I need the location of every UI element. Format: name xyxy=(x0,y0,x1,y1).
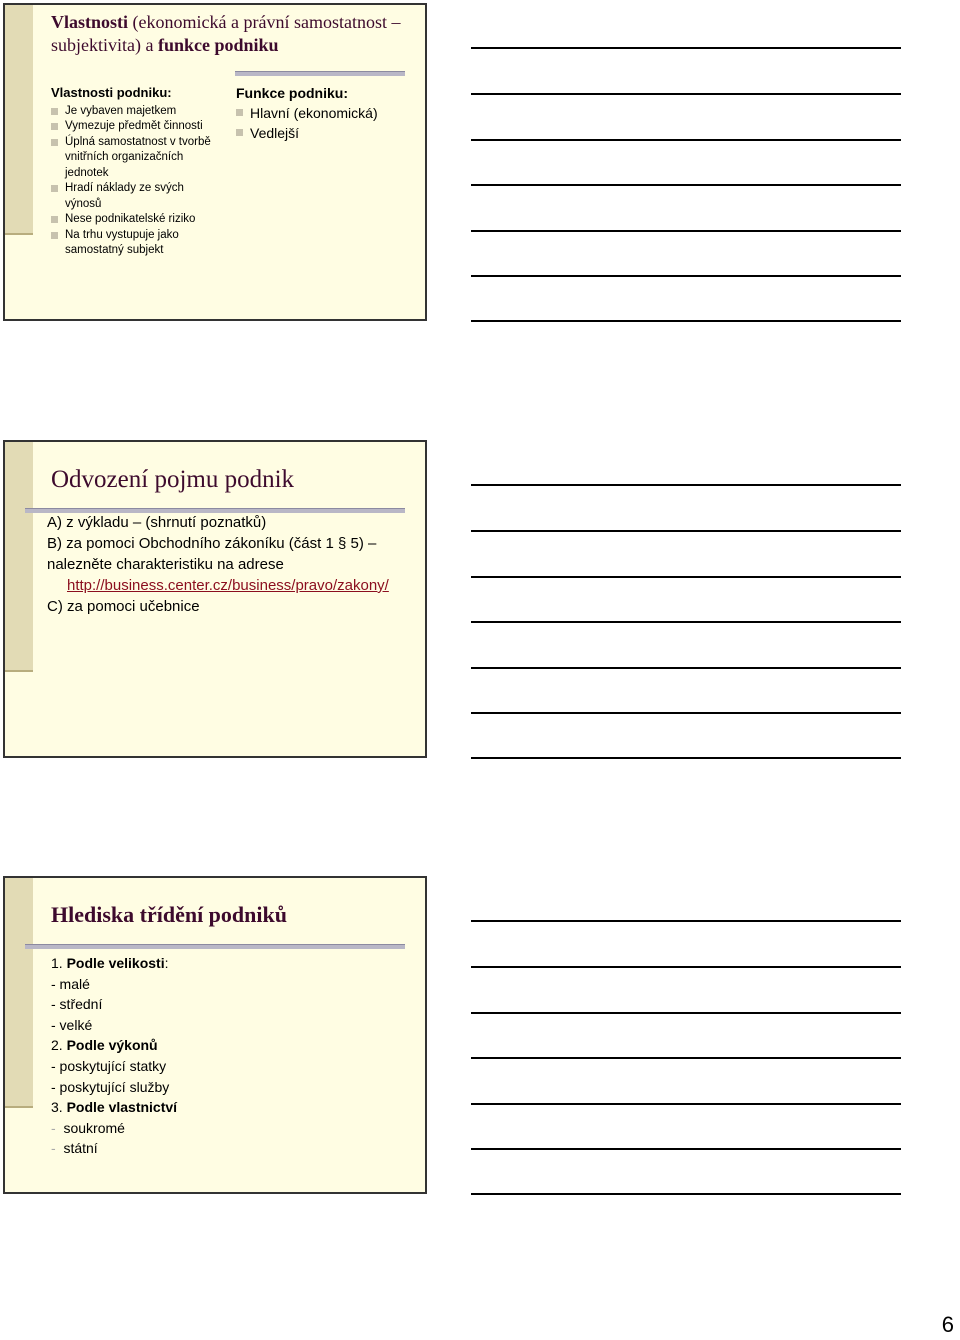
list-item: Na trhu vystupuje jako samostatný subjekt xyxy=(51,228,221,259)
properties-column xyxy=(51,85,221,259)
list-item: - velké xyxy=(51,1016,93,1033)
title-divider xyxy=(25,944,405,949)
slide-2-title: Odvození pojmu podnik xyxy=(51,466,295,493)
slide-3-title: Hlediska třídění podniků xyxy=(51,902,287,927)
functions-column xyxy=(236,83,416,143)
list-item: - poskytující služby xyxy=(51,1078,170,1095)
slide-2-body xyxy=(47,512,417,617)
title-divider xyxy=(235,71,405,76)
list-item: - soukromé xyxy=(51,1119,125,1136)
list-item: Je vybaven majetkem xyxy=(51,104,221,120)
properties-list xyxy=(51,104,221,259)
business-center-link[interactable]: http://business.center.cz/business/pravo/zakony/ xyxy=(67,577,389,594)
slide-1 xyxy=(3,3,427,321)
group-size-heading: 1. Podle velikosti: xyxy=(51,955,169,971)
group-output-heading: 2. Podle výkonů xyxy=(51,1037,158,1054)
list-item: Vedlejší xyxy=(236,123,416,143)
properties-heading: Vlastnosti podniku: xyxy=(51,85,172,100)
item-c: C) za pomoci učebnice xyxy=(47,598,200,615)
slide-side-bar xyxy=(5,878,33,1108)
slide-3-body xyxy=(51,953,351,1159)
functions-heading: Funkce podniku: xyxy=(236,85,348,101)
list-item: Hradí náklady ze svých výnosů xyxy=(51,181,221,212)
item-b: B) za pomoci Obchodního zákoníku (část 1 § 5) – nalezněte charakteristiku na adrese xyxy=(47,535,377,573)
list-item: Úplná samostatnost v tvorbě vnitřních organizačních jednotek xyxy=(51,135,221,182)
slide-side-bar xyxy=(5,442,33,672)
list-item: - malé xyxy=(51,975,90,992)
slide-3 xyxy=(3,876,427,1194)
list-item: Vymezuje předmět činnosti xyxy=(51,119,221,135)
list-item: Nese podnikatelské riziko xyxy=(51,212,221,228)
functions-list xyxy=(236,103,416,143)
item-a: A) z výkladu – (shrnutí poznatků) xyxy=(47,514,267,531)
slide-2 xyxy=(3,440,427,758)
slide-1-title: Vlastnosti (ekonomická a právní samostatnost – subjektivita) a funkce podniku xyxy=(51,12,401,55)
page-number: 6 xyxy=(941,1312,954,1337)
list-item: - střední xyxy=(51,996,103,1013)
list-item: - státní xyxy=(51,1140,98,1157)
slide-side-bar xyxy=(5,5,33,235)
list-item: - poskytující statky xyxy=(51,1057,167,1074)
list-item: Hlavní (ekonomická) xyxy=(236,103,416,123)
group-ownership-heading: 3. Podle vlastnictví xyxy=(51,1099,178,1116)
